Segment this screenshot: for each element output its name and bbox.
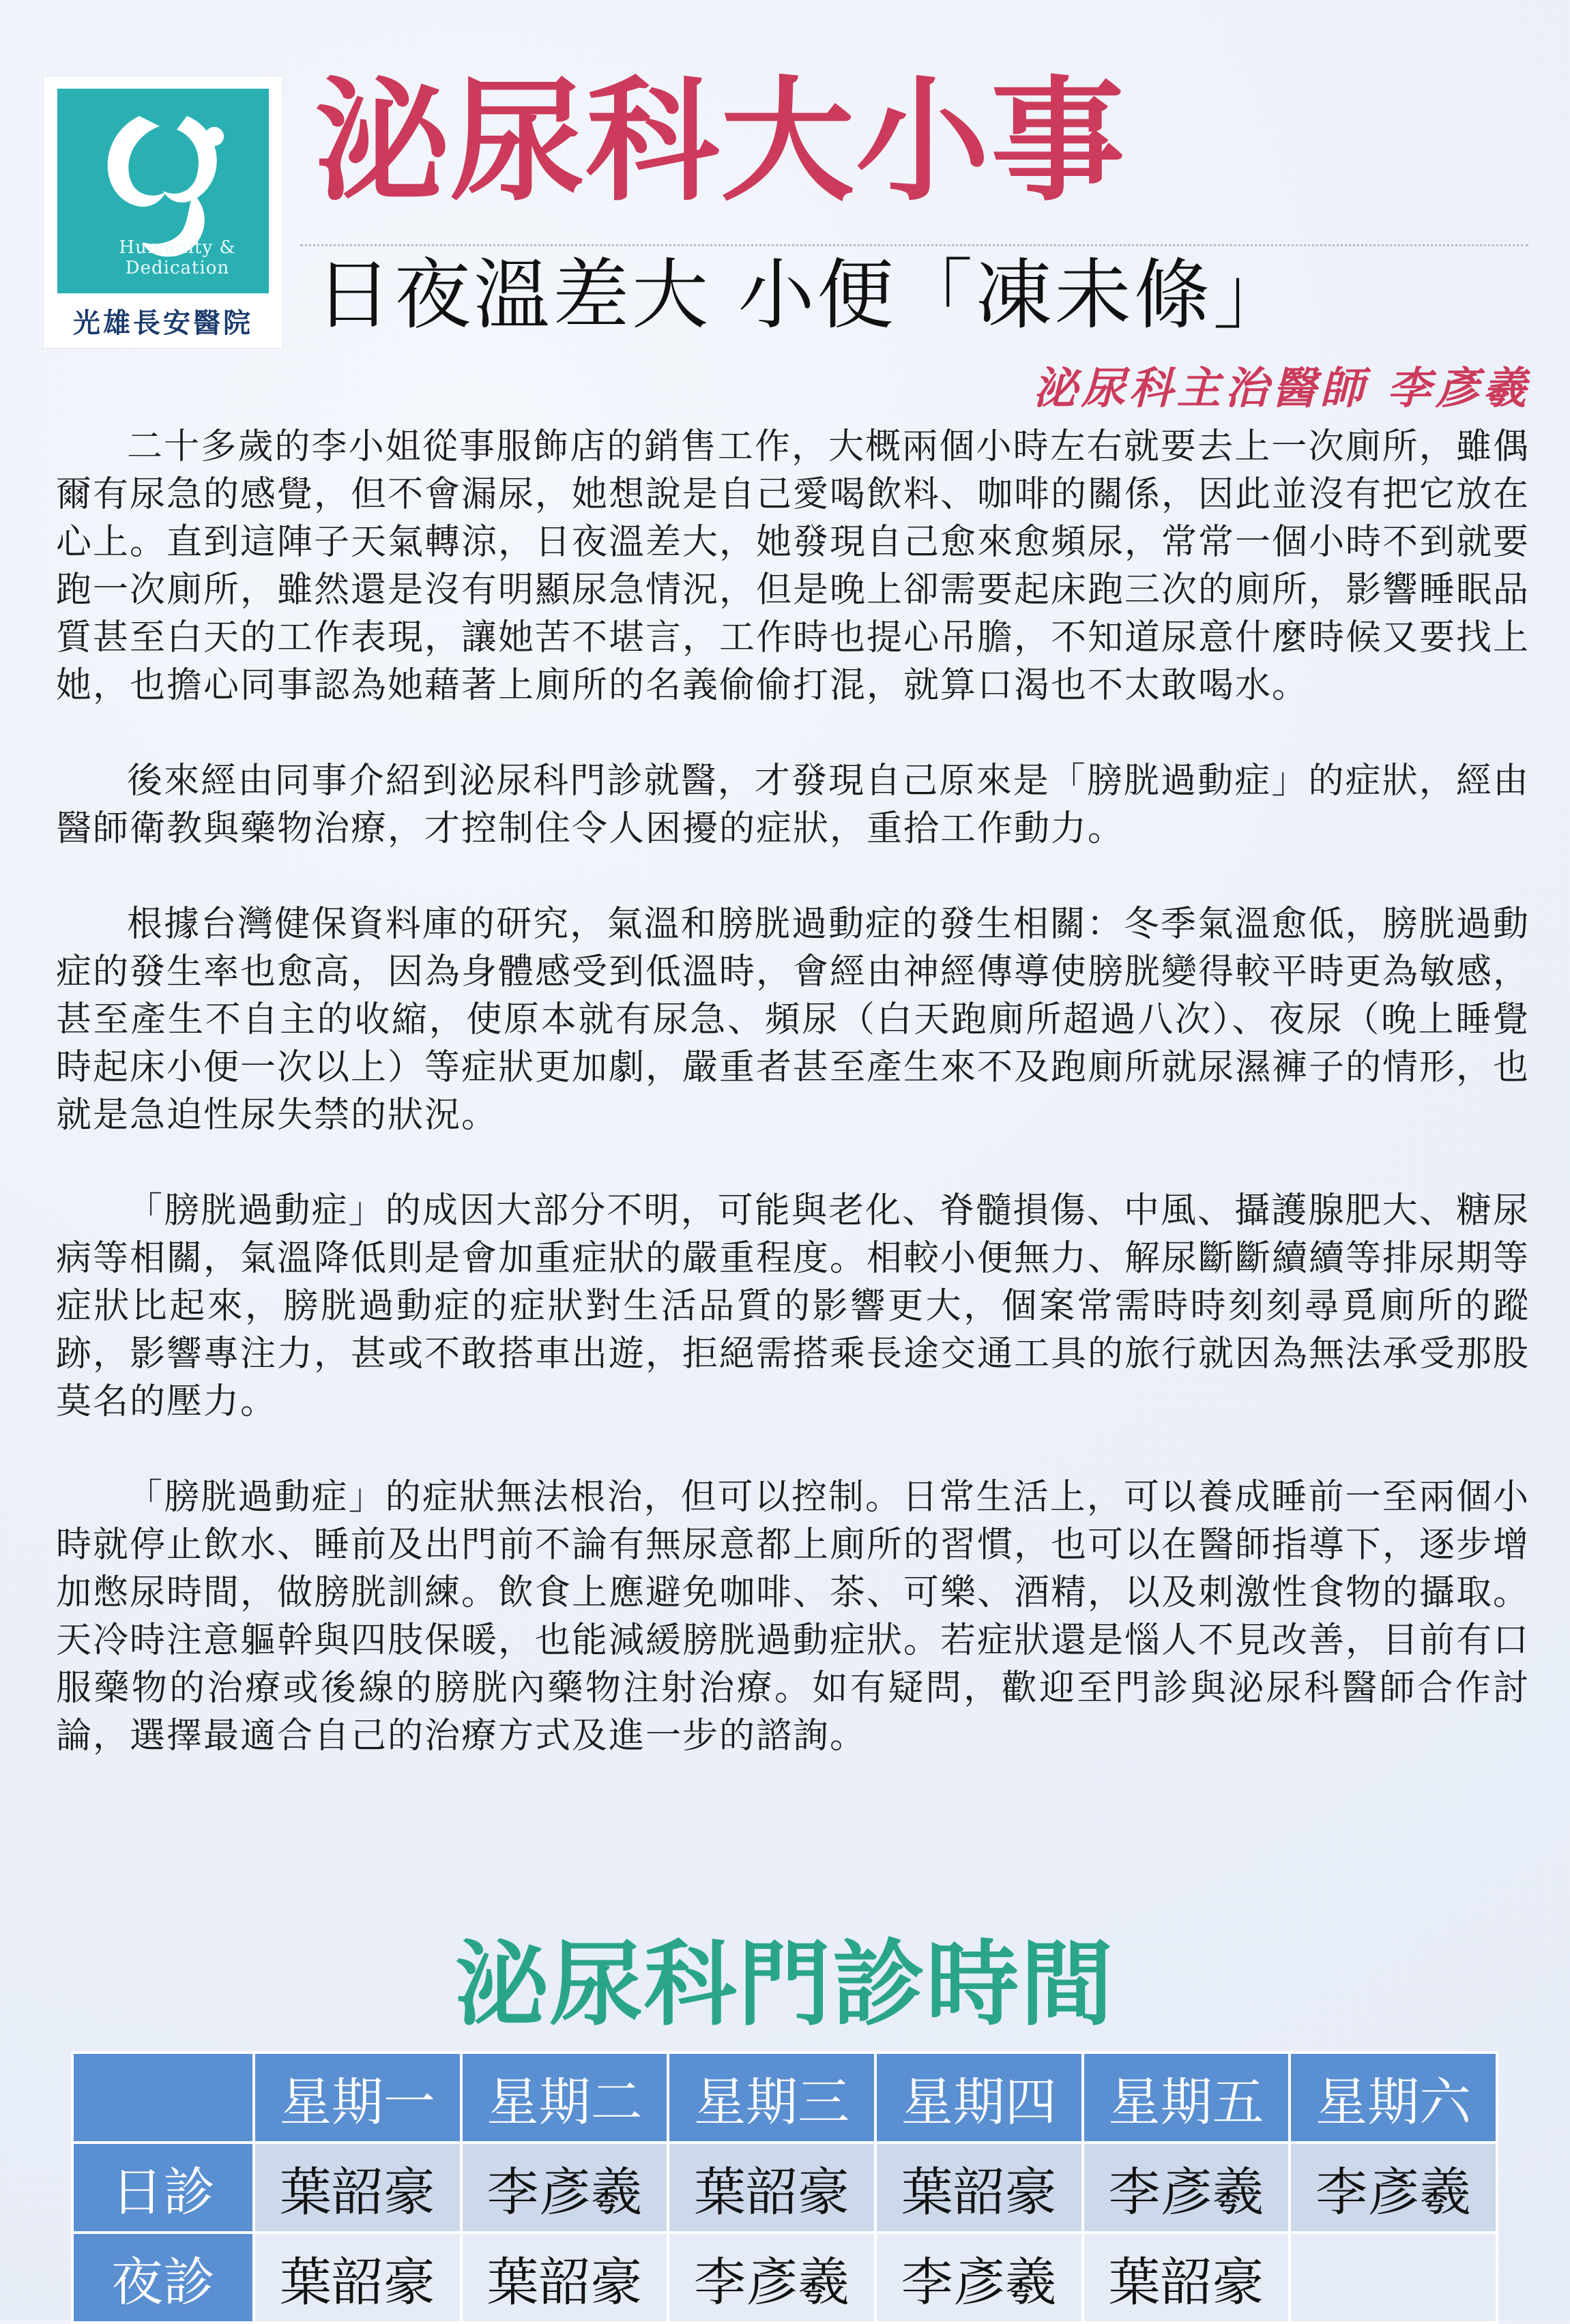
day-header-mon: 星期一	[254, 2053, 461, 2143]
schedule-cell: 李彥羲	[875, 2233, 1083, 2323]
author-byline: 泌尿科主治醫師 李彥羲	[1033, 363, 1530, 414]
day-header-wed: 星期三	[668, 2053, 875, 2143]
title-divider	[300, 244, 1528, 246]
article-paragraph-1: 二十多歲的李小姐從事服飾店的銷售工作，大概兩個小時左右就要去上一次廁所，雖偶爾有尿急的感覺，但不會漏尿，她想說是自己愛喝飲料、咖啡的關係，因此並沒有把它放在心上。直到這陣子天氣轉涼，日夜溫差大，她發現自己愈來愈頻尿，常常一個小時不到就要跑一次廁所，雖然還是沒有明顯尿急情況，但是晚上卻需要起床跑三次的廁所，影響睡眠品質甚至白天的工作表現，讓她苦不堪言，工作時也提心吊膽，不知道尿意什麼時候又要找上她，也擔心同事認為她藉著上廁所的名義偷偷打混，就算口渴也不太敢喝水。	[56, 426, 1530, 706]
schedule-cell: 李彥羲	[461, 2143, 669, 2233]
article-body	[56, 423, 1530, 1808]
clinic-schedule-table	[71, 2051, 1498, 2324]
schedule-cell: 李彥羲	[1083, 2143, 1290, 2233]
logo-tagline-line1: Humanity &	[119, 237, 236, 258]
schedule-row-night	[72, 2233, 1497, 2323]
session-label-night: 夜診	[72, 2233, 254, 2323]
schedule-corner-cell	[72, 2053, 254, 2143]
article-paragraph-2: 後來經由同事介紹到泌尿科門診就醫，才發現自己原來是「膀胱過動症」的症狀，經由醫師衛教與藥物治療，才控制住令人困擾的症狀，重拾工作動力。	[56, 761, 1530, 849]
schedule-cell: 李彥羲	[668, 2233, 875, 2323]
hospital-logo	[44, 76, 282, 348]
schedule-cell: 葉韶豪	[875, 2143, 1083, 2233]
hospital-name: 光雄長安醫院	[73, 308, 253, 339]
article-paragraph-3: 根據台灣健保資料庫的研究，氣溫和膀胱過動症的發生相關：冬季氣溫愈低，膀胱過動症的發生率也愈高，因為身體感受到低溫時，會經由神經傳導使膀胱變得較平時更為敏感，甚至產生不自主的收縮，使原本就有尿急、頻尿（白天跑廁所超過八次）、夜尿（晚上睡覺時起床小便一次以上）等症狀更加劇，嚴重者甚至產生來不及跑廁所就尿濕褲子的情形，也就是急迫性尿失禁的狀況。	[56, 904, 1530, 1136]
logo-tagline	[102, 237, 252, 278]
page-title: 泌尿科大小事	[315, 64, 1126, 220]
logo-mark	[57, 89, 269, 293]
session-label-day: 日診	[72, 2143, 254, 2233]
schedule-cell: 葉韶豪	[461, 2233, 669, 2323]
day-header-tue: 星期二	[461, 2053, 669, 2143]
article-paragraph-5: 「膀胱過動症」的症狀無法根治，但可以控制。日常生活上，可以養成睡前一至兩個小時就停止飲水、睡前及出門前不論有無尿意都上廁所的習慣，也可以在醫師指導下，逐步增加憋尿時間，做膀胱訓練。飲食上應避免咖啡、茶、可樂、酒精，以及刺激性食物的攝取。天冷時注意軀幹與四肢保暖，也能減緩膀胱過動症狀。若症狀還是惱人不見改善，目前有口服藥物的治療或後線的膀胱內藥物注射治療。如有疑問，歡迎至門診與泌尿科醫師合作討論，選擇最適合自己的治療方式及進一步的諮詢。	[56, 1477, 1530, 1756]
schedule-cell: 葉韶豪	[254, 2143, 461, 2233]
schedule-cell: 葉韶豪	[1083, 2233, 1290, 2323]
day-header-sat: 星期六	[1290, 2053, 1497, 2143]
day-header-thu: 星期四	[875, 2053, 1083, 2143]
schedule-title: 泌尿科門診時間	[455, 1931, 1115, 2039]
schedule-cell: 葉韶豪	[254, 2233, 461, 2323]
article-subtitle: 日夜溫差大 小便「凍未條」	[315, 251, 1292, 340]
schedule-cell: 葉韶豪	[668, 2143, 875, 2233]
day-header-fri: 星期五	[1083, 2053, 1290, 2143]
schedule-header-row	[72, 2053, 1497, 2143]
schedule-cell: 李彥羲	[1290, 2143, 1497, 2233]
logo-tagline-line2: Dedication	[125, 258, 230, 278]
schedule-cell	[1290, 2233, 1497, 2323]
article-paragraph-4: 「膀胱過動症」的成因大部分不明，可能與老化、脊髓損傷、中風、攝護腺肥大、糖尿病等相關，氣溫降低則是會加重症狀的嚴重程度。相較小便無力、解尿斷斷續續等排尿期等症狀比起來，膀胱過動症的症狀對生活品質的影響更大，個案常需時時刻刻尋覓廁所的蹤跡，影響專注力，甚或不敢搭車出遊，拒絕需搭乘長途交通工具的旅行就因為無法承受那股莫名的壓力。	[56, 1190, 1530, 1422]
schedule-row-day	[72, 2143, 1497, 2233]
